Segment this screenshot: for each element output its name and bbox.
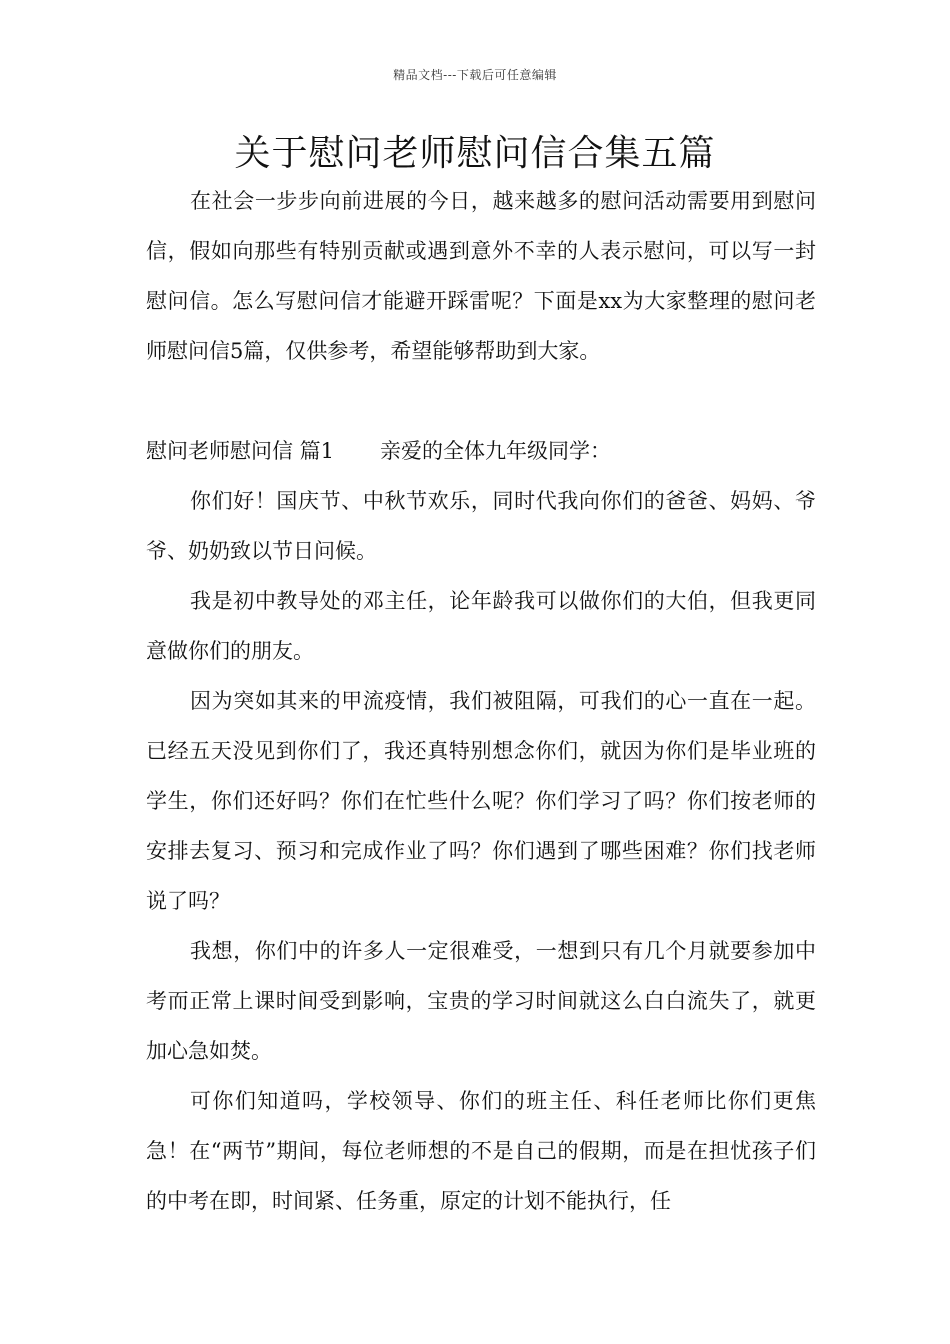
document-title: 关于慰问老师慰问信合集五篇 bbox=[234, 133, 716, 174]
body-paragraph: 我想，你们中的许多人一定很难受，一想到只有几个月就要参加中考而正常上课时间受到影响，宝贵的学习时间就这么白白流失了，就更加心急如焚。 bbox=[146, 939, 816, 1063]
body-paragraph: 因为突如其来的甲流疫情，我们被阻隔，可我们的心一直在一起。已经五天没见到你们了，我还真特别想念你们，就因为你们是毕业班的学生，你们还好吗？你们在忙些什么呢？你们学习了吗？你们按老师的安排去复习、预习和完成作业了吗？你们遇到了哪些困难？你们找老师说了吗？ bbox=[146, 689, 816, 913]
section-heading: 慰问老师慰问信 篇1 bbox=[146, 439, 335, 463]
page-header-note: 精品文档---下载后可任意编辑 bbox=[393, 68, 557, 82]
section-heading-line bbox=[146, 426, 816, 476]
body-paragraph: 你们好！国庆节、中秋节欢乐，同时代我向你们的爸爸、妈妈、爷爷、奶奶致以节日问候。 bbox=[146, 489, 816, 563]
body-paragraph: 我是初中教导处的邓主任，论年龄我可以做你们的大伯，但我更同意做你们的朋友。 bbox=[146, 589, 816, 663]
salutation: 亲爱的全体九年级同学： bbox=[380, 439, 612, 463]
document-body bbox=[146, 176, 816, 1226]
body-paragraph: 可你们知道吗，学校领导、你们的班主任、科任老师比你们更焦急！在“两节”期间，每位老师想的不是自己的假期，而是在担忧孩子们的中考在即，时间紧、任务重，原定的计划不能执行，任 bbox=[146, 1089, 816, 1213]
intro-paragraph: 在社会一步步向前进展的今日，越来越多的慰问活动需要用到慰问信，假如向那些有特别贡献或遇到意外不幸的人表示慰问，可以写一封慰问信。怎么写慰问信才能避开踩雷呢？下面是xx为大家整理的慰问老师慰问信5篇，仅供参考，希望能够帮助到大家。 bbox=[146, 189, 816, 363]
